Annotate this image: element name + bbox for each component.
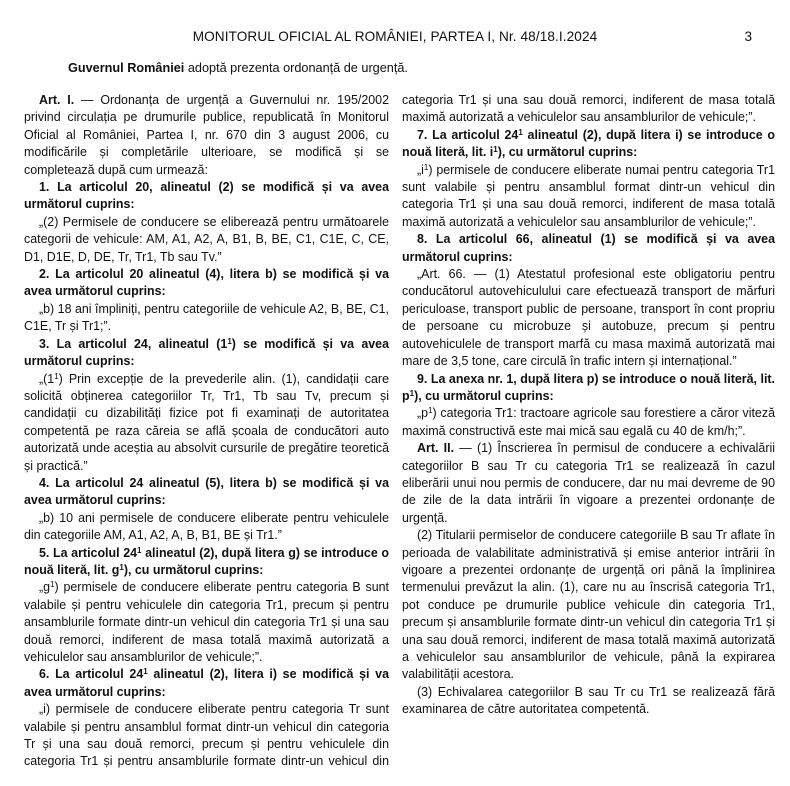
item-9-body-b: ) categoria Tr1: tractoare agricole sau forestiere a căror viteză maximă constructivă este mai mică sau egală cu 40 de km/h;”. bbox=[402, 406, 775, 438]
item-6-heading-sup: 1 bbox=[143, 667, 148, 677]
item-8-body: „Art. 66. — (1) Atestatul profesional este obligatoriu pentru conducătorul autovehiculului care efectuează transport de mărfuri periculoase, transport public de persoane, transport în cont propriu de persoane cu microbuze și autobuze, precum și pentru autovehiculele de transport marfă cu masa maximă autorizată mai mare de 3,5 tone, care circulă în trafic intern și internațional.” bbox=[402, 267, 775, 369]
item-5-heading-sup: 1 bbox=[137, 545, 142, 555]
page-header bbox=[0, 29, 790, 49]
item-3-body-a: „(1 bbox=[39, 371, 55, 386]
article-2-p2: (2) Titularii permiselor de conducere categoriile B sau Tr aflate în perioada de valabilitate administrativă și emise anterior intrării în vigoare a prezentei ordonanțe de urgență ori până la împlinirea termenului prevăzut la alin. (1), care nu au înscrisă categoria Tr1, pot conduce pe drumurile publice vehicule din categoria Tr1, precum și ansamblurile formate dintr-un vehicul din categoria Tr1 și una sau două remorci, indiferent de masa totală maximă autorizată a vehiculelor sau ansamblurilor de vehicule, până la expirarea valabilității acestora. bbox=[402, 528, 775, 682]
item-5-body-a: „g bbox=[39, 580, 51, 595]
item-3-body bbox=[24, 371, 389, 475]
publication-title: MONITORUL OFICIAL AL ROMÂNIEI, PARTEA I, Nr. 48/18.I.2024 bbox=[192, 29, 598, 44]
item-9-body-sup: 1 bbox=[428, 406, 433, 416]
item-6-heading-a: 6. La articolul 24 bbox=[39, 667, 144, 682]
article-2-text: — (1) Înscrierea în permisul de conducere a echivalării categoriilor B sau Tr cu categoria Tr1 se realizează în cazul eliberării unui nou permis de conducere, dar nu mai devreme de 90 de zile de la data intrării în vigoare a prezentei ordonanțe de urgență. bbox=[402, 441, 775, 525]
article-1-text: — Ordonanța de urgență a Guvernului nr. 195/2002 privind circulația pe drumurile publice, republicată în Monitorul Oficial al României, Partea I, nr. 670 din 3 august 2006, cu modificările și completările ulterioare, se modifică și se completează după cum urmează: bbox=[24, 93, 389, 177]
item-3-body-sup: 1 bbox=[54, 371, 59, 381]
item-9-heading-a: 9. La anexa nr. 1, după litera p) se introduce o nouă literă, lit. p bbox=[402, 371, 775, 403]
item-9-heading-sup: 1 bbox=[409, 388, 415, 398]
item-3-body-b: ) Prin excepție de la prevederile alin. (1), candidații care solicită obținerea categoriilor Tr, Tr1, Tb sau Tv, precum și candidații cu dizabilități fizice pot fi examinați de autoritatea competentă pe raza căreia se află școala de conducători auto autorizată unde aceștia au absolvit cursurile de pregătire teoretică și practică.” bbox=[24, 371, 389, 473]
article-2-label: Art. II. bbox=[417, 441, 455, 456]
item-7-body-b: ) permisele de conducere eliberate numai pentru categoria Tr1 sunt valabile și pentru ansamblul format dintr-un vehicul din categoria Tr1 și una sau două remorci, indiferent de masa totală maximă autorizată a vehiculelor sau ansamblurilor de vehicule;”. bbox=[402, 162, 775, 229]
article-1-label: Art. I. bbox=[39, 93, 75, 107]
item-9-body-a: „p bbox=[417, 406, 429, 421]
item-7-heading-a: 7. La articolul 24 bbox=[417, 127, 519, 142]
article-2-p1 bbox=[402, 440, 775, 527]
intro-rest: adoptă prezenta ordonanță de urgență. bbox=[184, 61, 408, 75]
item-3-heading-b: ) se modifică și va avea următorul cuprins: bbox=[24, 336, 389, 369]
item-5-heading bbox=[24, 545, 389, 580]
item-3-heading bbox=[24, 336, 389, 371]
item-8-heading: 8. La articolul 66, alineatul (1) se modifică și va avea următorul cuprins: bbox=[402, 232, 775, 264]
page-number: 3 bbox=[744, 29, 752, 44]
item-1-heading: 1. La articolul 20, alineatul (2) se modifică și va avea următorul cuprins: bbox=[24, 180, 389, 212]
item-6-heading-b: alineatul (2), litera i) se modifică și va avea următorul cuprins: bbox=[24, 667, 389, 699]
item-6-body-continued: categoria Tr1 și una sau două remorci, indiferent de masa totală maximă autorizată a vehiculelor sau ansamblurilor de vehicule;”. bbox=[402, 93, 775, 125]
item-7-heading bbox=[402, 127, 775, 162]
item-2-heading: 2. La articolul 20 alineatul (4), litera b) se modifică și va avea următorul cuprins: bbox=[24, 267, 389, 299]
item-2-body: „b) 18 ani împliniți, pentru categoriile de vehicule A2, B, BE, C1, C1E, Tr și Tr1;”. bbox=[24, 301, 389, 334]
item-7-body bbox=[402, 162, 775, 232]
item-7-heading-c: ), cu următorul cuprins: bbox=[497, 145, 638, 160]
item-5-heading-c: ), cu următorul cuprins: bbox=[123, 562, 264, 577]
item-9-body bbox=[402, 405, 775, 440]
item-7-heading-b: alineatul (2), după litera i) se introduce o nouă literă, lit. i bbox=[402, 127, 775, 160]
intro-line bbox=[68, 60, 408, 77]
left-column bbox=[24, 92, 389, 771]
article-2-p3: (3) Echivalarea categoriilor B sau Tr cu Tr1 se realizează fără examinarea de către autoritatea competentă. bbox=[402, 684, 775, 717]
item-4-heading: 4. La articolul 24 alineatul (5), litera b) se modifică și va avea următorul cuprins: bbox=[24, 475, 389, 508]
item-6-heading bbox=[24, 666, 389, 701]
item-9-heading-b: ), cu următorul cuprins: bbox=[414, 388, 554, 403]
item-7-body-sup: 1 bbox=[423, 162, 429, 172]
item-3-heading-a: 3. La articolul 24, alineatul (1 bbox=[39, 336, 228, 351]
item-1-body: „(2) Permisele de conducere se eliberează pentru următoarele categorii de vehicule: AM, A1, A2, A, B1, B, BE, C1, C1E, C, CE, D1, D1E, D, DE, Tr, Tr1, Tb sau Tv.” bbox=[24, 214, 389, 264]
right-column bbox=[402, 92, 775, 719]
item-5-body bbox=[24, 579, 389, 666]
item-5-heading-a: 5. La articolul 24 bbox=[39, 545, 138, 560]
item-3-heading-sup: 1 bbox=[227, 336, 232, 346]
item-5-heading-sup2: 1 bbox=[119, 562, 124, 572]
item-6-body: „i) permisele de conducere eliberate pentru categoria Tr sunt valabile și pentru ansamblul format dintr-un vehicul din categoria Tr și una sau două remorci, precum și pentru vehiculele din categoria Tr1 și pentru ansamblurile formate dintr-un vehicul din bbox=[24, 702, 389, 769]
article-1-intro bbox=[24, 92, 389, 179]
intro-government: Guvernul României bbox=[68, 61, 185, 75]
item-7-body-a: „i bbox=[417, 162, 424, 177]
item-7-heading-sup: 1 bbox=[518, 127, 523, 137]
item-5-heading-b: alineatul (2), după litera g) se introduce o nouă literă, lit. g bbox=[24, 545, 389, 577]
item-7-heading-sup2: 1 bbox=[493, 145, 498, 155]
item-5-body-b: ) permisele de conducere eliberate pentru categoria B sunt valabile și pentru vehiculele din categoria Tr1, precum și pentru ansamblurile formate dintr-un vehicul din categoria Tr1 și una sau două remorci, indiferent de masa totală maximă autorizată a vehiculelor sau ansamblurilor de vehicule;”. bbox=[24, 580, 389, 664]
item-9-heading bbox=[402, 371, 775, 406]
item-4-body: „b) 10 ani permisele de conducere eliberate pentru vehiculele din categoriile AM, A1, A2, A, B, B1, BE și Tr1.” bbox=[24, 510, 389, 543]
item-5-body-sup: 1 bbox=[50, 580, 55, 590]
